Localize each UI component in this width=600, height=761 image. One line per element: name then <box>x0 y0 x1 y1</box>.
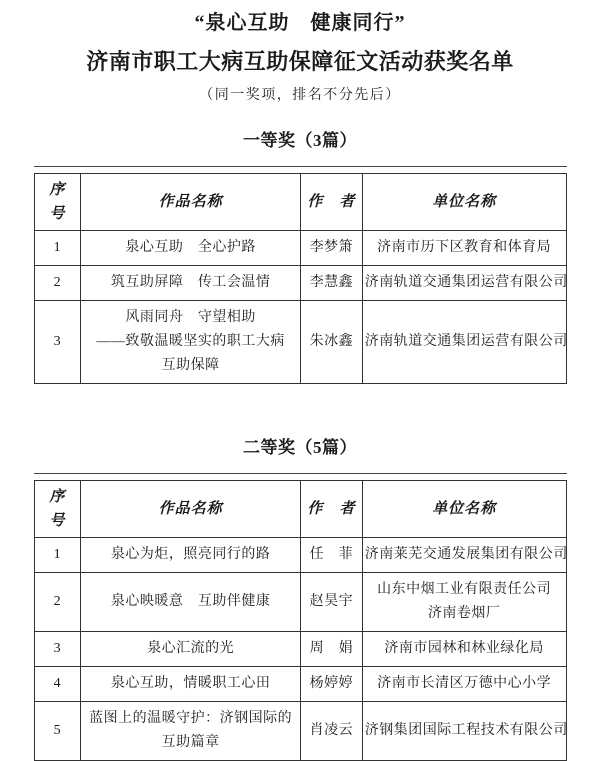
cell-index: 1 <box>34 538 81 573</box>
cell-author: 任 菲 <box>301 538 363 573</box>
cell-index: 4 <box>34 667 81 702</box>
first-prize-heading: 一等奖（3篇） <box>243 131 357 150</box>
cell-index: 1 <box>34 231 81 266</box>
first-prize-section <box>0 130 600 384</box>
cell-organization: 济南莱芜交通发展集团有限公司 <box>362 538 566 573</box>
document-title: 济南市职工大病互助保障征文活动获奖名单 <box>86 49 514 74</box>
cell-index: 3 <box>34 301 81 384</box>
cell-author: 肖凌云 <box>301 702 363 761</box>
cell-organization: 山东中烟工业有限责任公司 济南卷烟厂 <box>362 573 566 632</box>
col-header-index: 序 号 <box>34 174 81 231</box>
document-note: （同一奖项，排名不分先后） <box>199 88 401 103</box>
second-prize-table <box>34 480 567 761</box>
table-header-row <box>34 174 566 231</box>
first-prize-table-frame <box>34 166 567 384</box>
cell-organization: 济南市长清区万德中心小学 <box>362 667 566 702</box>
cell-work-title: 泉心映暖意 互助伴健康 <box>81 573 301 632</box>
table-row <box>34 573 566 632</box>
cell-work-title: 泉心汇流的光 <box>81 632 301 667</box>
cell-work-title: 泉心互助，情暖职工心田 <box>81 667 301 702</box>
cell-author: 杨婷婷 <box>301 667 363 702</box>
cell-author: 周 娟 <box>301 632 363 667</box>
col-header-author: 作 者 <box>301 481 363 538</box>
cell-work-title: 风雨同舟 守望相助 ——致敬温暖坚实的职工大病 互助保障 <box>81 301 301 384</box>
col-header-author: 作 者 <box>301 174 363 231</box>
table-row <box>34 667 566 702</box>
table-row <box>34 702 566 761</box>
cell-author: 朱冰鑫 <box>301 301 363 384</box>
col-header-work-title: 作品名称 <box>81 481 301 538</box>
cell-index: 3 <box>34 632 81 667</box>
second-prize-section <box>0 437 600 761</box>
table-row <box>34 231 566 266</box>
table-row <box>34 266 566 301</box>
table-row <box>34 632 566 667</box>
cell-organization: 济南市园林和林业绿化局 <box>362 632 566 667</box>
cell-author: 李慧鑫 <box>301 266 363 301</box>
second-prize-heading: 二等奖（5篇） <box>243 438 357 457</box>
cell-work-title: 泉心为炬，照亮同行的路 <box>81 538 301 573</box>
cell-author: 赵昊宇 <box>301 573 363 632</box>
cell-work-title: 筑互助屏障 传工会温情 <box>81 266 301 301</box>
table-row <box>34 301 566 384</box>
cell-index: 2 <box>34 266 81 301</box>
col-header-work-title: 作品名称 <box>81 174 301 231</box>
cell-index: 2 <box>34 573 81 632</box>
col-header-index: 序 号 <box>34 481 81 538</box>
first-prize-table <box>34 173 567 384</box>
cell-author: 李梦箫 <box>301 231 363 266</box>
cell-organization: 济南市历下区教育和体育局 <box>362 231 566 266</box>
cell-organization: 济南轨道交通集团运营有限公司 <box>362 266 566 301</box>
cell-index: 5 <box>34 702 81 761</box>
cell-work-title: 蓝图上的温暖守护：济钢国际的 互助篇章 <box>81 702 301 761</box>
table-header-row <box>34 481 566 538</box>
col-header-organization: 单位名称 <box>362 481 566 538</box>
second-prize-table-frame <box>34 473 567 761</box>
cell-organization: 济钢集团国际工程技术有限公司 <box>362 702 566 761</box>
cell-organization: 济南轨道交通集团运营有限公司 <box>362 301 566 384</box>
cell-work-title: 泉心互助 全心护路 <box>81 231 301 266</box>
document-slogan: “泉心互助 健康同行” <box>194 12 406 34</box>
col-header-organization: 单位名称 <box>362 174 566 231</box>
table-row <box>34 538 566 573</box>
